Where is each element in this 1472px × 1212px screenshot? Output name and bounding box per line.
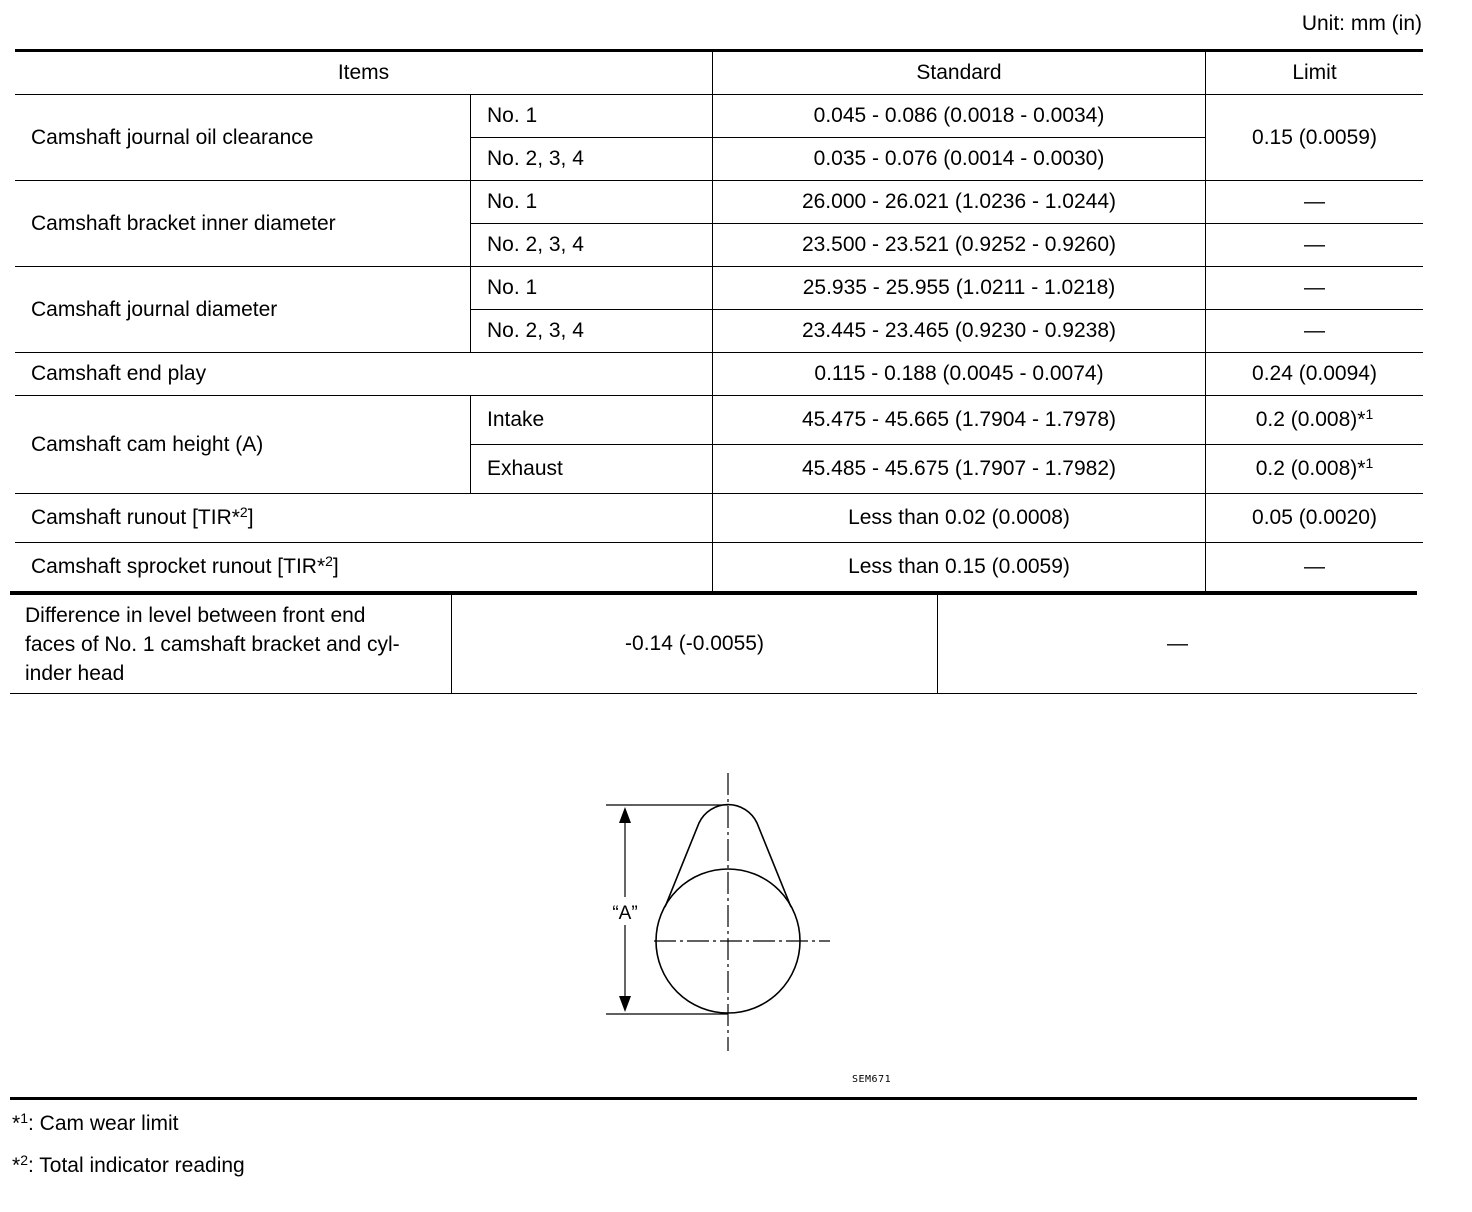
- footnote-1: *$^1$: Cam wear limit: [12, 1110, 179, 1135]
- table-row: [15, 353, 1423, 396]
- item-difference-level: [10, 593, 452, 694]
- header-standard: Standard: [713, 51, 1206, 95]
- item-runout: Camshaft runout [TIR*$^2$]: [15, 494, 713, 543]
- limit-value: 0.15 (0.0059): [1206, 95, 1424, 181]
- table-row: [15, 181, 1423, 224]
- limit-value: 0.24 (0.0094): [1206, 353, 1424, 396]
- sub-item: No. 2, 3, 4: [471, 224, 713, 267]
- item-end-play: Camshaft end play: [15, 353, 713, 396]
- sub-item: No. 1: [471, 95, 713, 138]
- sub-item: No. 2, 3, 4: [471, 138, 713, 181]
- sub-item: No. 1: [471, 267, 713, 310]
- text-line: faces of No. 1 camshaft bracket and cyl-: [25, 632, 400, 656]
- standard-value: 26.000 - 26.021 (1.0236 - 1.0244): [713, 181, 1206, 224]
- sub-item: No. 2, 3, 4: [471, 310, 713, 353]
- table-row: [15, 494, 1423, 543]
- item-journal-diameter: Camshaft journal diameter: [15, 267, 471, 353]
- standard-value: 23.500 - 23.521 (0.9252 - 0.9260): [713, 224, 1206, 267]
- standard-value: 23.445 - 23.465 (0.9230 - 0.9238): [713, 310, 1206, 353]
- header-items: Items: [15, 51, 713, 95]
- item-journal-oil-clearance: Camshaft journal oil clearance: [15, 95, 471, 181]
- standard-value: 0.045 - 0.086 (0.0018 - 0.0034): [713, 95, 1206, 138]
- limit-value: 0.2 (0.008)*$^1$: [1206, 396, 1424, 445]
- standard-value: 25.935 - 25.955 (1.0211 - 1.0218): [713, 267, 1206, 310]
- text-line: inder head: [25, 661, 125, 685]
- header-limit: Limit: [1206, 51, 1424, 95]
- standard-value: 45.475 - 45.665 (1.7904 - 1.7978): [713, 396, 1206, 445]
- unit-label: Unit: mm (in): [1301, 12, 1422, 35]
- limit-value: —: [1206, 224, 1424, 267]
- standard-value: -0.14 (-0.0055): [452, 593, 938, 694]
- text-line: Difference in level between front end: [25, 603, 366, 627]
- table-row: [15, 95, 1423, 138]
- sub-item: Intake: [471, 396, 713, 445]
- footnote-2: *$^2$: Total indicator reading: [12, 1152, 245, 1177]
- standard-value: 45.485 - 45.675 (1.7907 - 1.7982): [713, 445, 1206, 494]
- limit-value: —: [1206, 310, 1424, 353]
- sub-item: Exhaust: [471, 445, 713, 494]
- item-sprocket-runout: Camshaft sprocket runout [TIR*$^2$]: [15, 543, 713, 592]
- item-cam-height: Camshaft cam height (A): [15, 396, 471, 494]
- table-row: [15, 267, 1423, 310]
- table-row: [10, 593, 1417, 694]
- dimension-arrow-down: [619, 996, 631, 1012]
- standard-value: Less than 0.02 (0.0008): [713, 494, 1206, 543]
- limit-value: 0.2 (0.008)*$^1$: [1206, 445, 1424, 494]
- cam-height-diagram: [590, 765, 850, 1065]
- footnote-divider: [10, 1097, 1417, 1100]
- figure-code: SEM671: [852, 1074, 892, 1085]
- dimension-label-a: “A”: [612, 903, 638, 924]
- limit-value: —: [1206, 543, 1424, 592]
- table-row: [15, 396, 1423, 445]
- limit-value: 0.05 (0.0020): [1206, 494, 1424, 543]
- limit-value: —: [938, 593, 1418, 694]
- limit-value: —: [1206, 267, 1424, 310]
- table-row: [15, 543, 1423, 592]
- dimension-arrow-up: [619, 807, 631, 823]
- sub-item: No. 1: [471, 181, 713, 224]
- table-header-row: [15, 51, 1423, 95]
- limit-value: —: [1206, 181, 1424, 224]
- standard-value: Less than 0.15 (0.0059): [713, 543, 1206, 592]
- item-bracket-inner-diameter: Camshaft bracket inner diameter: [15, 181, 471, 267]
- standard-value: 0.115 - 0.188 (0.0045 - 0.0074): [713, 353, 1206, 396]
- difference-level-table: [10, 591, 1417, 694]
- standard-value: 0.035 - 0.076 (0.0014 - 0.0030): [713, 138, 1206, 181]
- camshaft-spec-table: [15, 49, 1423, 591]
